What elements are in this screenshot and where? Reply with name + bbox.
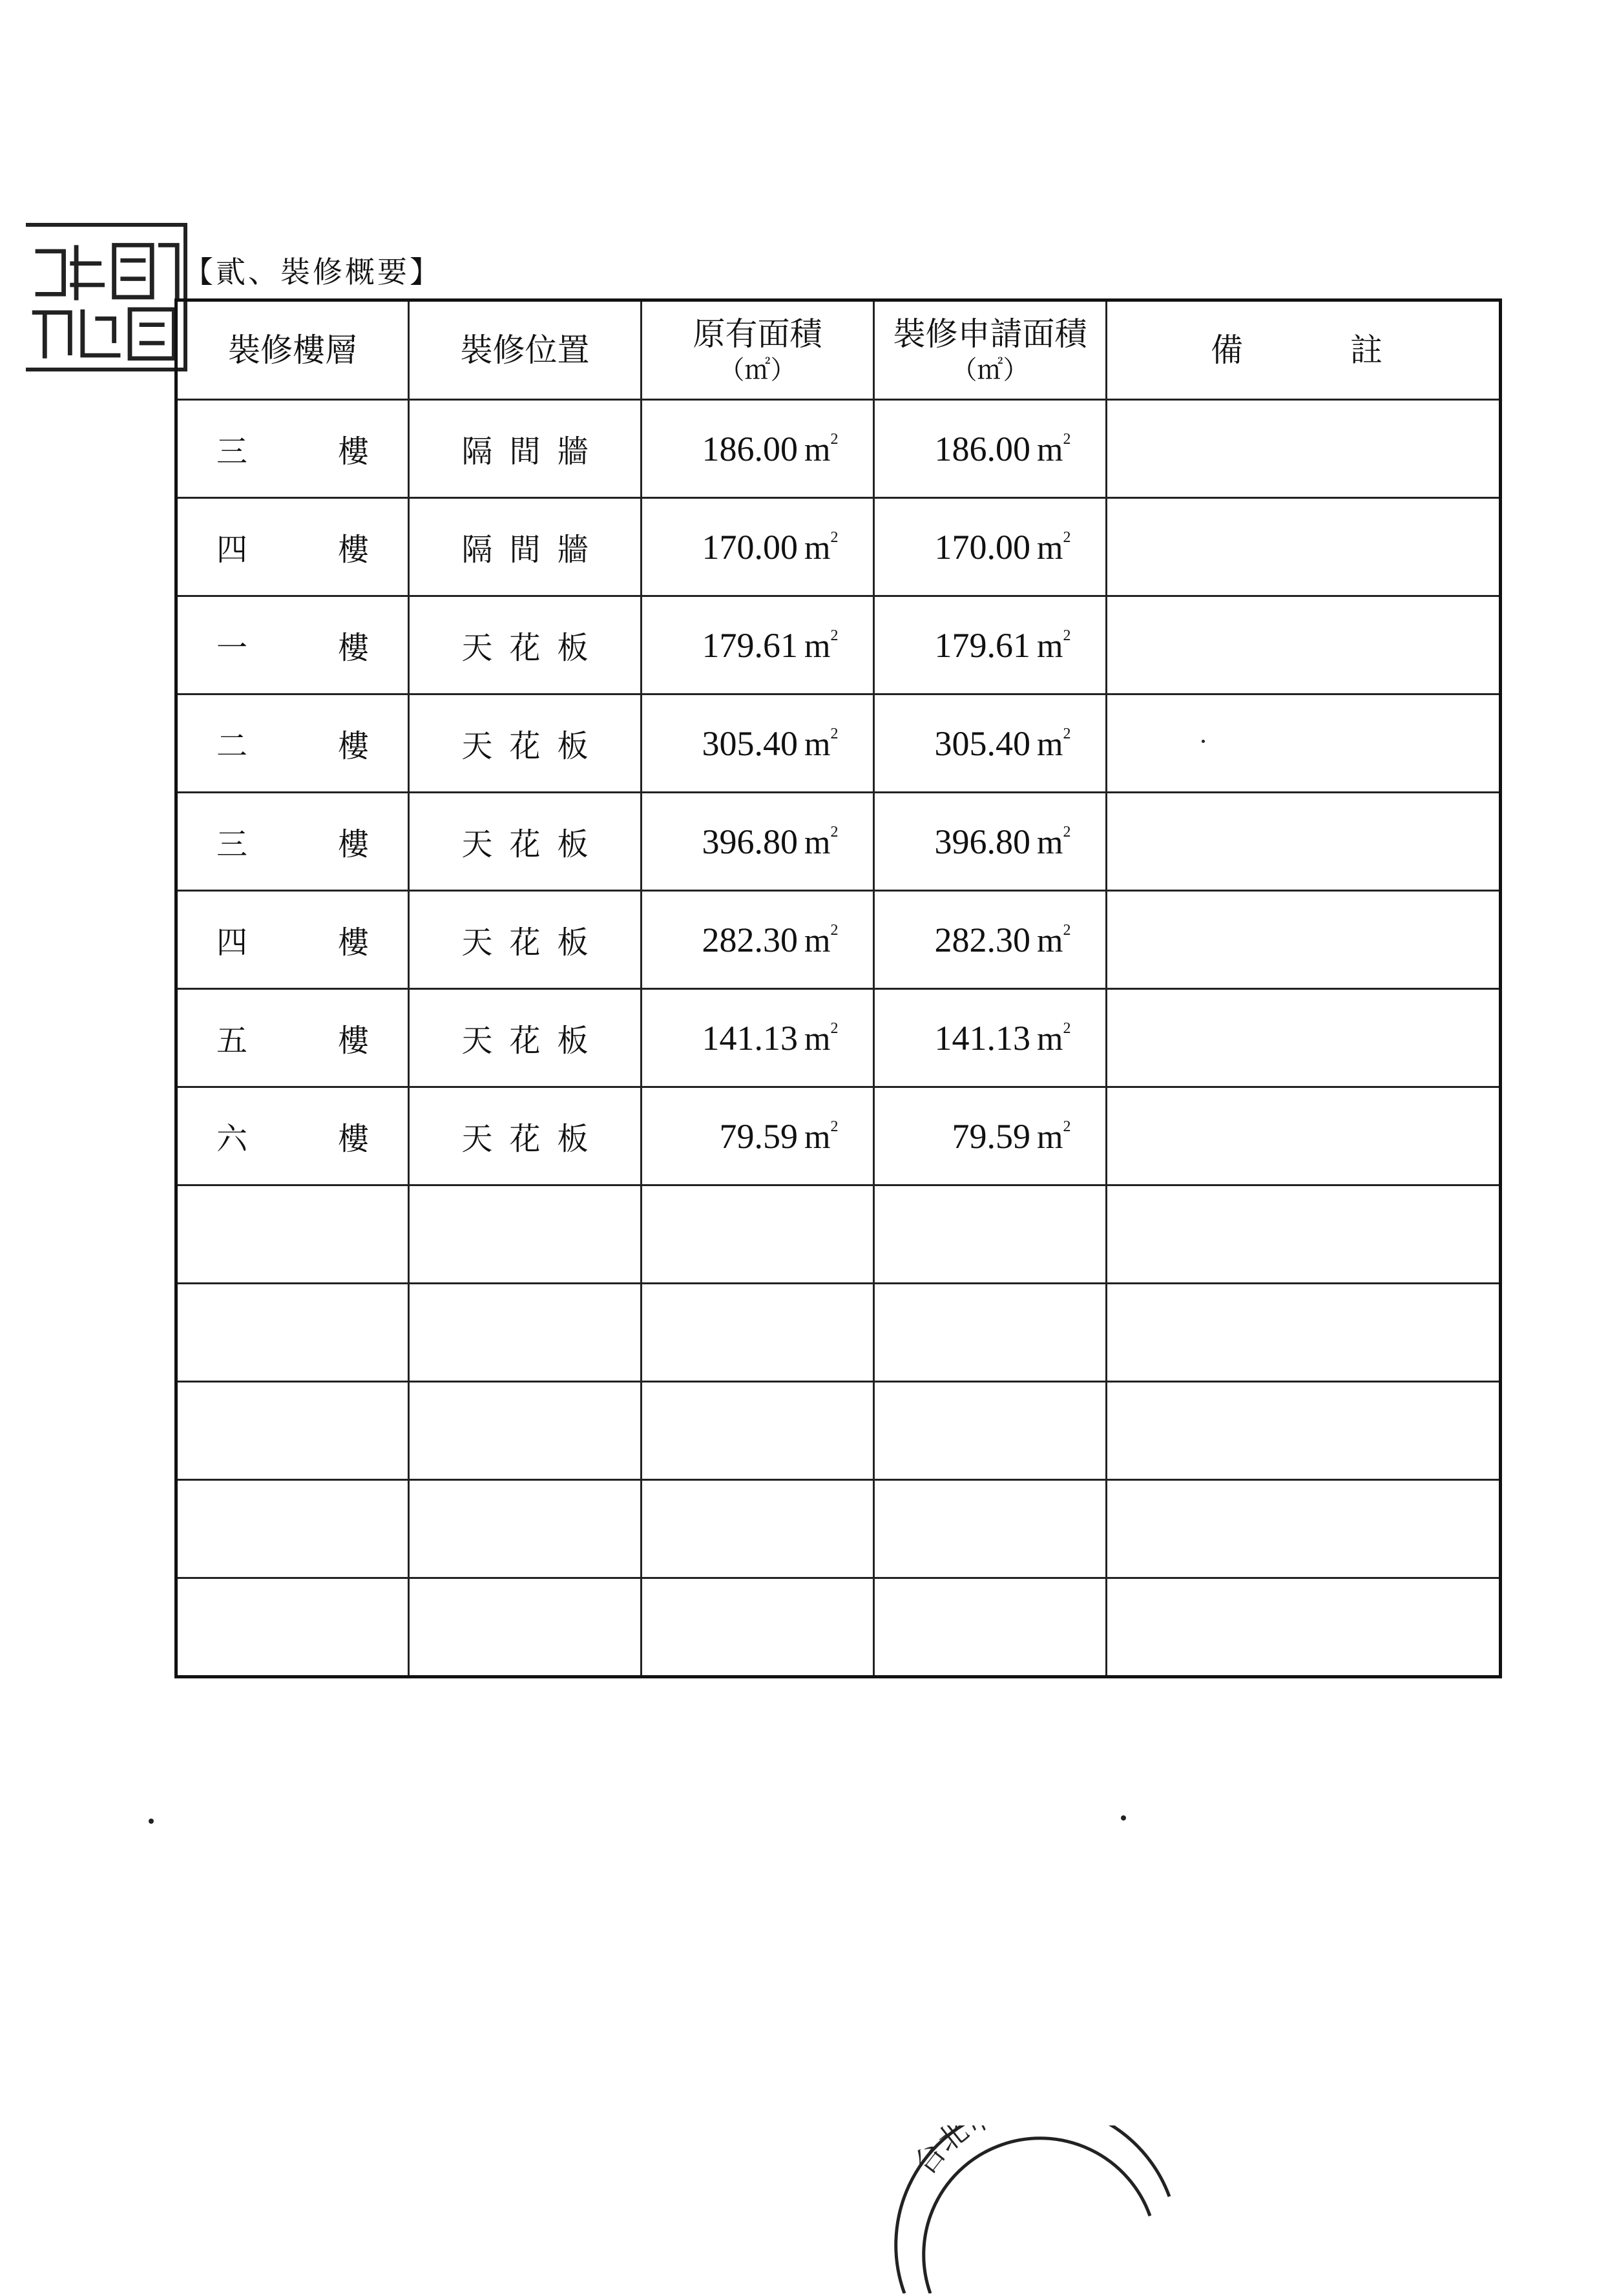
empty-table-row — [176, 1284, 1501, 1382]
empty-cell — [642, 1185, 874, 1284]
floor-number: 四 — [216, 924, 248, 961]
applied-area-cell — [874, 596, 1107, 694]
floor-number: 三 — [216, 433, 248, 470]
header-location-label: 裝修位置 — [460, 331, 590, 369]
empty-cell — [1107, 1185, 1501, 1284]
original-area-cell — [642, 891, 874, 989]
header-location — [409, 300, 642, 400]
scan-speck — [1202, 740, 1205, 743]
floor-word: 樓 — [337, 433, 369, 470]
applied-area-cell — [874, 1087, 1107, 1185]
empty-cell — [409, 1578, 642, 1677]
applied-area-cell — [874, 498, 1107, 596]
original-area-value: 396.80 — [702, 822, 798, 861]
header-applied-area — [874, 300, 1107, 400]
location-cell: 隔間牆 — [409, 498, 642, 596]
floor-word: 樓 — [337, 630, 369, 666]
applied-area-cell — [874, 989, 1107, 1087]
area-unit: m — [804, 431, 831, 468]
remarks-cell — [1107, 400, 1501, 498]
location-cell: 天花板 — [409, 694, 642, 793]
empty-cell — [409, 1382, 642, 1480]
original-area-cell — [642, 793, 874, 891]
original-area-cell — [642, 1087, 874, 1185]
empty-cell — [874, 1185, 1107, 1284]
area-unit-exponent: 2 — [1063, 430, 1071, 448]
area-unit-exponent: 2 — [1063, 627, 1071, 644]
round-official-stamp — [892, 2125, 1176, 2293]
empty-cell — [874, 1578, 1107, 1677]
empty-cell — [642, 1382, 874, 1480]
area-unit-exponent: 2 — [830, 823, 839, 840]
original-area-value: 305.40 — [702, 724, 798, 763]
applied-area-value: 186.00 — [934, 429, 1031, 468]
area-unit-exponent: 2 — [1063, 528, 1071, 546]
location-cell: 天花板 — [409, 793, 642, 891]
remarks-cell — [1107, 891, 1501, 989]
original-area-value: 186.00 — [702, 429, 798, 468]
area-unit-exponent: 2 — [1063, 1019, 1071, 1037]
location-cell: 天花板 — [409, 596, 642, 694]
header-remarks — [1107, 300, 1501, 400]
applied-area-value: 396.80 — [934, 822, 1031, 861]
empty-table-row — [176, 1578, 1501, 1677]
area-unit-exponent: 2 — [830, 921, 839, 939]
table-row — [176, 400, 1501, 498]
location-cell: 隔間牆 — [409, 400, 642, 498]
area-unit-exponent: 2 — [830, 725, 839, 742]
empty-cell — [642, 1578, 874, 1677]
remarks-cell — [1107, 498, 1501, 596]
original-area-value: 170.00 — [702, 527, 798, 567]
empty-cell — [409, 1480, 642, 1578]
area-unit-exponent: 2 — [1063, 921, 1071, 939]
floor-word: 樓 — [337, 924, 369, 961]
area-unit: m — [1037, 627, 1063, 665]
renovation-summary-table — [174, 298, 1502, 1678]
remarks-cell — [1107, 989, 1501, 1087]
applied-area-value: 170.00 — [934, 527, 1031, 567]
area-unit-exponent: 2 — [830, 430, 839, 448]
area-unit: m — [804, 529, 831, 567]
floor-number: 一 — [216, 630, 248, 666]
area-unit: m — [1037, 725, 1063, 763]
empty-cell — [874, 1480, 1107, 1578]
floor-cell — [176, 989, 409, 1087]
area-unit: m — [1037, 529, 1063, 567]
empty-cell — [409, 1284, 642, 1382]
empty-table-row — [176, 1480, 1501, 1578]
floor-cell — [176, 694, 409, 793]
floor-number: 六 — [216, 1121, 248, 1157]
header-applied-area-unit: （㎡） — [951, 355, 1029, 386]
applied-area-value: 141.13 — [934, 1018, 1031, 1058]
table-row — [176, 694, 1501, 793]
area-unit: m — [1037, 1118, 1063, 1156]
header-applied-area-label: 裝修申請面積 — [893, 315, 1087, 353]
empty-table-row — [176, 1185, 1501, 1284]
header-remarks-char-1: 備 — [1211, 331, 1243, 369]
empty-cell — [176, 1382, 409, 1480]
header-floor — [176, 300, 409, 400]
empty-cell — [1107, 1578, 1501, 1677]
applied-area-cell — [874, 694, 1107, 793]
empty-cell — [176, 1480, 409, 1578]
area-unit-exponent: 2 — [830, 528, 839, 546]
empty-cell — [642, 1480, 874, 1578]
applied-area-value: 282.30 — [934, 920, 1031, 959]
remarks-cell — [1107, 1087, 1501, 1185]
header-floor-label: 裝修樓層 — [228, 331, 357, 369]
floor-word: 樓 — [337, 1121, 369, 1157]
floor-word: 樓 — [337, 728, 369, 764]
floor-cell — [176, 1087, 409, 1185]
table-row — [176, 989, 1501, 1087]
empty-cell — [1107, 1382, 1501, 1480]
area-unit-exponent: 2 — [1063, 1118, 1071, 1135]
scan-speck — [149, 1819, 154, 1824]
original-area-cell — [642, 498, 874, 596]
floor-cell — [176, 596, 409, 694]
original-area-cell — [642, 989, 874, 1087]
location-cell: 天花板 — [409, 891, 642, 989]
original-area-value: 179.61 — [702, 625, 798, 665]
header-original-area-label: 原有面積 — [693, 315, 822, 353]
area-unit: m — [804, 725, 831, 763]
corner-seal-stamp — [26, 223, 187, 371]
section-title: 【貳、裝修概要】 — [183, 255, 442, 289]
location-cell: 天花板 — [409, 989, 642, 1087]
area-unit-exponent: 2 — [1063, 725, 1071, 742]
original-area-cell — [642, 400, 874, 498]
table-row — [176, 1087, 1501, 1185]
remarks-cell — [1107, 793, 1501, 891]
header-remarks-char-2: 註 — [1350, 331, 1383, 369]
empty-cell — [1107, 1480, 1501, 1578]
floor-number: 三 — [216, 826, 248, 862]
header-original-area-unit: （㎡） — [718, 355, 797, 386]
area-unit: m — [1037, 922, 1063, 959]
area-unit-exponent: 2 — [1063, 823, 1071, 840]
floor-number: 四 — [216, 532, 248, 568]
original-area-value: 282.30 — [702, 920, 798, 959]
area-unit-exponent: 2 — [830, 627, 839, 644]
area-unit-exponent: 2 — [830, 1118, 839, 1135]
applied-area-cell — [874, 793, 1107, 891]
area-unit: m — [1037, 1020, 1063, 1058]
stamp-text: 台北 — [906, 2125, 976, 2182]
empty-cell — [874, 1382, 1107, 1480]
area-unit: m — [804, 1118, 831, 1156]
floor-cell — [176, 891, 409, 989]
floor-number: 二 — [216, 728, 248, 764]
original-area-value: 79.59 — [719, 1116, 798, 1156]
empty-cell — [176, 1578, 409, 1677]
original-area-cell — [642, 694, 874, 793]
floor-cell — [176, 498, 409, 596]
applied-area-cell — [874, 400, 1107, 498]
area-unit-exponent: 2 — [830, 1019, 839, 1037]
area-unit: m — [804, 922, 831, 959]
empty-cell — [176, 1185, 409, 1284]
scan-speck — [1121, 1815, 1126, 1821]
table-row — [176, 498, 1501, 596]
applied-area-cell — [874, 891, 1107, 989]
empty-cell — [176, 1284, 409, 1382]
applied-area-value: 305.40 — [934, 724, 1031, 763]
table-body — [176, 400, 1501, 1677]
area-unit: m — [804, 1020, 831, 1058]
applied-area-value: 79.59 — [952, 1116, 1031, 1156]
applied-area-value: 179.61 — [934, 625, 1031, 665]
header-original-area — [642, 300, 874, 400]
area-unit: m — [1037, 431, 1063, 468]
remarks-cell — [1107, 596, 1501, 694]
original-area-value: 141.13 — [702, 1018, 798, 1058]
empty-cell — [1107, 1284, 1501, 1382]
floor-word: 樓 — [337, 826, 369, 862]
area-unit: m — [1037, 824, 1063, 861]
area-unit: m — [804, 627, 831, 665]
empty-table-row — [176, 1382, 1501, 1480]
original-area-cell — [642, 596, 874, 694]
location-cell: 天花板 — [409, 1087, 642, 1185]
area-unit: m — [804, 824, 831, 861]
floor-number: 五 — [216, 1023, 248, 1059]
floor-cell — [176, 793, 409, 891]
table-row — [176, 596, 1501, 694]
remarks-cell — [1107, 694, 1501, 793]
floor-word: 樓 — [337, 532, 369, 568]
table-row — [176, 891, 1501, 989]
floor-word: 樓 — [337, 1023, 369, 1059]
empty-cell — [409, 1185, 642, 1284]
empty-cell — [874, 1284, 1107, 1382]
table-header-row — [176, 300, 1501, 400]
table-row — [176, 793, 1501, 891]
floor-cell — [176, 400, 409, 498]
empty-cell — [642, 1284, 874, 1382]
